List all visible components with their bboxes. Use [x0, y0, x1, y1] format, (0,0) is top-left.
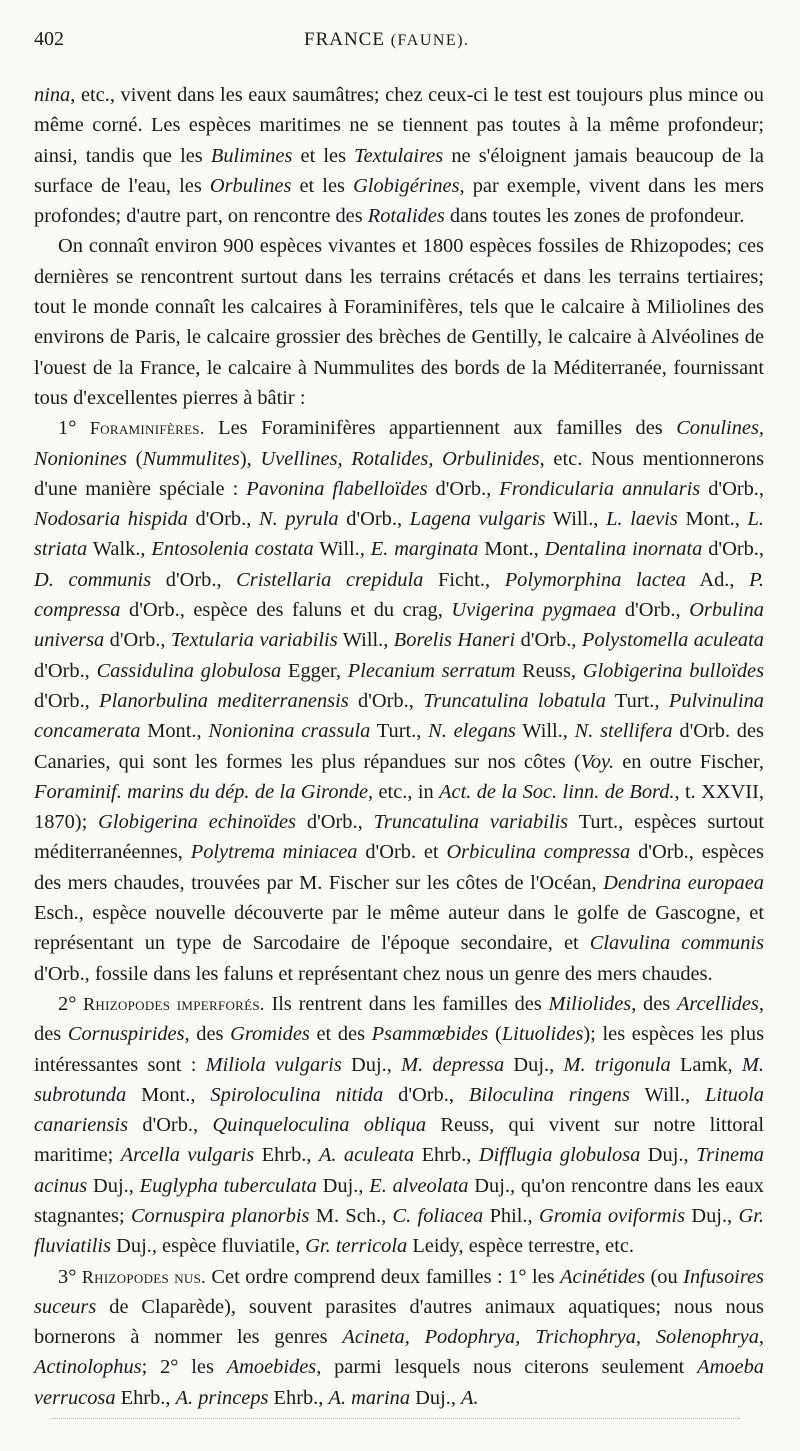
- section-heading: Rhizopodes nus.: [81, 1266, 206, 1287]
- italic-term: Psammœbides: [371, 1023, 489, 1046]
- italic-term: nina: [34, 84, 71, 106]
- italic-term: Act. de la Soc. linn. de Bord.: [439, 780, 675, 803]
- italic-term: Clavulina communis: [589, 932, 764, 955]
- italic-term: Globigerina echinoïdes: [98, 811, 296, 834]
- italic-term: Borelis Haneri: [393, 629, 516, 652]
- italic-term: Nodosaria hispida: [34, 508, 188, 531]
- text-run: d'Orb.,: [187, 508, 259, 531]
- text-run: Duj.,: [504, 1053, 564, 1076]
- text-run: Ehrb.,: [115, 1386, 176, 1409]
- text-run: d'Orb.,: [700, 477, 764, 500]
- italic-term: Polystomella aculeata: [581, 629, 764, 652]
- italic-term: E. marginata: [370, 538, 479, 561]
- section-heading: Rhizopodes imperforés.: [83, 993, 265, 1014]
- italic-term: N. pyrula: [258, 508, 339, 531]
- text-run: d'Orb.,: [427, 477, 500, 500]
- italic-term: Voy.: [580, 750, 615, 773]
- text-run: ; 2° les: [141, 1356, 227, 1379]
- text-run: Egger,: [281, 659, 348, 682]
- italic-term: Rotalides: [367, 205, 445, 228]
- italic-term: Lituola canariensis: [34, 1083, 764, 1137]
- italic-term: Truncatulina lobatula: [423, 689, 606, 712]
- italic-term: Pavonina flabelloïdes: [246, 477, 428, 500]
- text-run: Cet ordre comprend deux familles : 1° les: [205, 1265, 561, 1288]
- italic-term: Uvellines, Rotalides, Orbulinides: [260, 447, 540, 470]
- italic-term: Textularia variabilis: [170, 629, 338, 652]
- text-run: et les: [291, 174, 354, 197]
- text-run: On connaît environ 900 espèces vivantes et 1800 espèces fossiles de Rhizopodes; ces dernières se rencontrent surtout dans les terrains crétacés et dans les terrains tertiaires; tout le monde connaît les calcaires à Foraminifères, tels que le calcaire à Miliolines des environs de Paris, le calcaire grossier des brèches de Gentilly, le calcaire à Alvéolines de l'ouest de la France, le calcaire à Nummulites des bords de la Méditerranée, fournissant tous d'excellentes pierres à bâtir :: [34, 235, 764, 409]
- text-run: Duj.,: [87, 1174, 140, 1197]
- text-run: Esch., espèce nouvelle découverte par le même auteur dans le golfe de Gascogne, et représentant un type de Sarcodaire de l'époque secondaire, et: [34, 902, 764, 955]
- text-run: Reuss,: [515, 659, 583, 682]
- text-run: d'Orb. et: [357, 841, 447, 864]
- italic-term: Textulaires: [354, 144, 444, 167]
- text-run: d'Orb., espèce des faluns et du crag,: [120, 599, 452, 622]
- italic-term: Dendrina europaea: [603, 871, 764, 894]
- text-run: Les Foraminifères appartiennent aux familles des: [204, 417, 677, 440]
- text-run: Walk.,: [87, 538, 152, 561]
- text-run: d'Orb.,: [338, 508, 410, 531]
- italic-term: A.: [461, 1386, 479, 1409]
- italic-term: Lituolides: [501, 1023, 584, 1046]
- italic-term: M. depressa: [401, 1053, 505, 1076]
- italic-term: L. laevis: [606, 508, 678, 531]
- body-text: [34, 80, 764, 1413]
- italic-term: Lagena vulgaris: [409, 508, 546, 531]
- running-title-sub: (FAUNE).: [390, 32, 470, 49]
- text-run: d'Orb.,: [348, 689, 424, 712]
- italic-term: Truncatulina variabilis: [373, 811, 569, 834]
- italic-term: Cornuspira planorbis: [130, 1204, 310, 1227]
- running-title-main: FRANCE: [304, 29, 385, 50]
- text-run: d'Orb.,: [515, 629, 582, 652]
- text-run: d'Orb.,: [128, 1114, 213, 1137]
- italic-term: Trinema acinus: [34, 1144, 764, 1197]
- italic-term: D. communis: [34, 568, 152, 591]
- text-run: Duj., espèce fluviatile,: [111, 1235, 306, 1258]
- text-run: et des: [309, 1023, 372, 1046]
- text-run: Ils rentrent dans les familles des: [264, 992, 549, 1015]
- text-run: d'Orb.,: [34, 689, 100, 712]
- text-run: Turt., espèces surtout méditerranéennes,: [34, 811, 764, 864]
- italic-term: Biloculina ringens: [468, 1083, 630, 1106]
- italic-term: A. princeps: [175, 1386, 269, 1409]
- text-run: Ficht.,: [423, 568, 505, 591]
- text-run: , etc., in: [368, 780, 440, 803]
- italic-term: Pulvinulina concamerata: [34, 689, 765, 743]
- text-run: Duj.,: [316, 1174, 370, 1197]
- italic-term: Polymorphina lactea: [504, 568, 686, 591]
- italic-term: Cornuspirides: [67, 1023, 185, 1046]
- italic-term: Infusoires suceurs: [34, 1265, 764, 1318]
- italic-term: M. trigonula: [563, 1053, 671, 1076]
- italic-term: Difflugia globulosa: [478, 1144, 641, 1167]
- text-run: de Claparède), souvent parasites d'autres animaux aquatiques; nous nous bornerons à nommer les genres: [34, 1295, 764, 1349]
- running-header: [34, 28, 764, 62]
- page-number: 402: [34, 28, 64, 50]
- text-run: d'Orb.,: [295, 811, 374, 834]
- text-run: Mont.,: [126, 1083, 211, 1106]
- text-run: dans toutes les zones de profondeur.: [444, 205, 745, 228]
- text-run: ne s'éloignent jamais beaucoup de la surface de l'eau, les: [34, 144, 764, 197]
- text-run: Duj.,: [685, 1204, 739, 1227]
- italic-term: Nonionina crassula: [208, 720, 371, 743]
- paragraph-2: [34, 231, 764, 413]
- italic-term: A. aculeata: [318, 1144, 415, 1167]
- text-run: Will.,: [545, 508, 607, 531]
- paragraph-5: [34, 1262, 764, 1413]
- italic-term: Foraminif. marins du dép. de la Gironde: [34, 780, 368, 803]
- text-run: 1°: [58, 417, 90, 440]
- italic-term: N. elegans: [428, 720, 516, 743]
- italic-term: Miliolides: [548, 992, 632, 1015]
- text-run: Ad.,: [685, 568, 750, 591]
- text-run: d'Orb.,: [151, 568, 237, 591]
- text-run: en outre Fischer,: [614, 750, 765, 773]
- text-run: d'Orb., fossile dans les faluns et représentant chez nous un genre des mers chaudes.: [34, 962, 713, 985]
- text-run: Phil.,: [483, 1204, 539, 1227]
- italic-term: Polytrema miniacea: [190, 841, 358, 864]
- italic-term: Bulimines: [210, 144, 293, 167]
- text-run: (ou: [645, 1265, 684, 1288]
- italic-term: Gromia oviformis: [538, 1204, 686, 1227]
- italic-term: Arcellides: [676, 992, 759, 1015]
- italic-term: A. marina: [328, 1386, 411, 1409]
- italic-term: Orbulines: [209, 174, 292, 197]
- italic-term: Entosolenia costata: [151, 538, 314, 561]
- text-run: , etc., vivent dans les eaux saumâtres; chez ceux-ci le test est toujours plus mince ou même corné. Les espèces maritimes ne se tiennent pas toutes à la même profondeur; ainsi, tandis que les: [34, 84, 764, 167]
- text-run: Reuss, qui vivent sur notre littoral maritime;: [34, 1114, 764, 1167]
- text-run: 3°: [58, 1265, 82, 1288]
- italic-term: Gr. fluviatilis: [34, 1204, 764, 1258]
- text-run: Duj., qu'on rencontre dans les eaux stagnantes;: [34, 1174, 765, 1227]
- text-run: Will.,: [515, 720, 575, 743]
- text-run: , parmi lesquels nous citerons seulement: [316, 1356, 698, 1379]
- text-run: , des: [631, 992, 677, 1015]
- text-run: Mont.,: [140, 720, 209, 743]
- text-run: d'Orb., espèces des mers chaudes, trouvées par M. Fischer sur les côtes de l'Océan,: [34, 841, 764, 894]
- paragraph-1: [34, 80, 764, 231]
- italic-term: Gromides: [230, 1023, 310, 1046]
- italic-term: Euglypha tuberculata: [139, 1174, 317, 1197]
- italic-term: Planorbulina mediterranensis: [99, 689, 349, 712]
- italic-term: Frondicularia annularis: [499, 477, 701, 500]
- italic-term: N. stellifera: [574, 720, 673, 743]
- italic-term: Globigérines: [353, 174, 460, 197]
- text-run: Ehrb.,: [414, 1144, 479, 1167]
- text-run: 2°: [58, 992, 84, 1015]
- text-run: Will.,: [313, 538, 371, 561]
- text-run: , etc. Nous mentionnerons d'une manière spéciale :: [34, 447, 764, 500]
- text-run: ); les espèces les plus intéressantes sont :: [34, 1023, 765, 1076]
- italic-term: Orbulina universa: [34, 599, 764, 652]
- italic-term: P. compressa: [34, 568, 765, 622]
- text-run: d'Orb.,: [34, 659, 97, 682]
- text-run: Leidy, espèce terrestre, etc.: [407, 1235, 635, 1258]
- italic-term: Amoebides: [226, 1356, 317, 1379]
- italic-term: Dentalina inornata: [544, 538, 703, 561]
- italic-term: Miliola vulgaris: [205, 1053, 342, 1076]
- text-run: ),: [239, 447, 261, 470]
- italic-term: Globigerina bulloïdes: [582, 659, 765, 682]
- text-run: Ehrb.,: [268, 1386, 329, 1409]
- text-run: Will.,: [337, 629, 394, 652]
- italic-term: Nummulites: [142, 447, 240, 470]
- text-run: Mont.,: [677, 508, 748, 531]
- text-run: (: [488, 1023, 502, 1046]
- italic-term: Acinétides: [560, 1265, 646, 1288]
- italic-term: E. alveolata: [369, 1174, 469, 1197]
- paragraph-3: [34, 413, 764, 989]
- italic-term: Arcella vulgaris: [120, 1144, 255, 1167]
- text-run: , par exemple, vivent dans les mers profondes; d'autre part, on rencontre des: [34, 174, 764, 228]
- text-run: Duj.,: [341, 1053, 402, 1076]
- text-run: d'Orb.,: [383, 1083, 469, 1106]
- italic-term: Gr. terricola: [305, 1235, 408, 1258]
- italic-term: C. foliacea: [392, 1204, 484, 1227]
- italic-term: L. striata: [34, 508, 764, 561]
- section-heading: Foraminifères.: [89, 418, 205, 439]
- italic-term: Amoeba verrucosa: [34, 1356, 764, 1409]
- text-run: Duj.,: [640, 1144, 697, 1167]
- text-run: M. Sch.,: [309, 1204, 393, 1227]
- text-run: Ehrb.,: [254, 1144, 319, 1167]
- italic-term: Cristellaria crepidula: [236, 568, 424, 591]
- text-run: Turt.,: [370, 720, 429, 743]
- italic-term: M. subrotunda: [34, 1053, 764, 1106]
- italic-term: Cassidulina globulosa: [96, 659, 282, 682]
- text-run: Turt.,: [605, 689, 669, 712]
- text-run: d'Orb.,: [616, 599, 690, 622]
- text-run: , t. XXVII, 1870);: [34, 780, 764, 834]
- italic-term: Spiroloculina nitida: [210, 1083, 384, 1106]
- footer-rule: [52, 1418, 740, 1419]
- italic-term: Orbiculina compressa: [446, 841, 631, 864]
- text-run: (: [126, 447, 143, 470]
- text-run: Mont.,: [478, 538, 545, 561]
- text-run: et les: [292, 144, 355, 167]
- text-run: Will.,: [629, 1083, 706, 1106]
- paragraph-4: [34, 989, 764, 1262]
- text-run: d'Orb.,: [104, 629, 171, 652]
- text-run: Duj.,: [410, 1386, 462, 1409]
- text-run: d'Orb. des Canaries, qui sont les formes les plus répandues sur nos côtes (: [34, 720, 764, 773]
- italic-term: Quinqueloculina obliqua: [212, 1114, 427, 1137]
- text-run: d'Orb.,: [702, 538, 764, 561]
- italic-term: Conulines, Nonionines: [34, 417, 764, 470]
- running-title: [304, 29, 470, 51]
- italic-term: Acineta, Podophrya, Trichophrya, Solenophrya, Actinolophus: [34, 1326, 764, 1379]
- italic-term: Uvigerina pygmaea: [451, 599, 617, 622]
- italic-term: Plecanium serratum: [347, 659, 516, 682]
- text-run: , des: [34, 992, 764, 1046]
- text-run: Lamk,: [670, 1053, 742, 1076]
- text-run: , des: [184, 1023, 231, 1046]
